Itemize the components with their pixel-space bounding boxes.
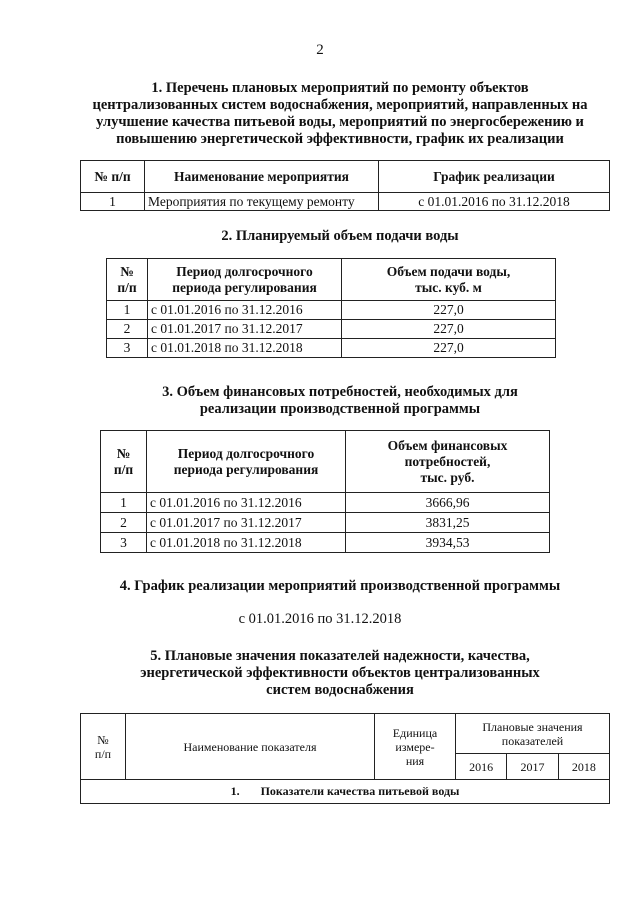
col-header-num: № п/п xyxy=(81,714,126,780)
table-row xyxy=(81,193,610,211)
col-header-volume: Объем подачи воды, тыс. куб. м xyxy=(342,259,556,301)
table-row xyxy=(101,513,550,533)
section3-title xyxy=(60,384,620,418)
section5-title-line: систем водоснабжения xyxy=(266,682,414,698)
section5-title-line: 5. Плановые значения показателей надежности, качества, xyxy=(150,648,530,664)
col-header-unit: Единица измере- ния xyxy=(375,714,456,780)
cell-amount: 3666,96 xyxy=(346,493,550,513)
cell-period: с 01.01.2017 по 31.12.2017 xyxy=(148,320,342,339)
table-row xyxy=(107,320,556,339)
cell-num: 3 xyxy=(101,533,147,553)
col-header-year-2016: 2016 xyxy=(456,754,507,780)
cell-volume: 227,0 xyxy=(342,301,556,320)
col-header-activity: Наименование мероприятия xyxy=(145,161,379,193)
table-header-row xyxy=(107,259,556,301)
cell-activity: Мероприятия по текущему ремонту xyxy=(145,193,379,211)
cell-period: с 01.01.2016 по 31.12.2016 xyxy=(147,493,346,513)
col-header-num: № п/п xyxy=(81,161,145,193)
cell-amount: 3831,25 xyxy=(346,513,550,533)
section4-period: с 01.01.2016 по 31.12.2018 xyxy=(238,611,402,627)
table-row xyxy=(107,339,556,358)
section3-title-line: 3. Объем финансовых потребностей, необходимых для xyxy=(162,384,518,400)
section4-title: 4. График реализации мероприятий производственной программы xyxy=(119,578,561,594)
table-header-row xyxy=(81,714,610,754)
cell-period: с 01.01.2016 по 31.12.2016 xyxy=(148,301,342,320)
col-header-year-2018: 2018 xyxy=(558,754,609,780)
cell-volume: 227,0 xyxy=(342,339,556,358)
col-header-planned: Плановые значения показателей xyxy=(456,714,610,754)
cell-num: 1 xyxy=(107,301,148,320)
col-header-year-2017: 2017 xyxy=(507,754,558,780)
cell-num: 1 xyxy=(81,193,145,211)
section1-title-line: централизованных систем водоснабжения, мероприятий, направленных на xyxy=(92,97,588,113)
section1-title-line: улучшение качества питьевой воды, мероприятий по энергосбережению и xyxy=(96,114,584,130)
col-header-schedule: График реализации xyxy=(379,161,610,193)
table-row xyxy=(101,533,550,553)
cell-num: 2 xyxy=(107,320,148,339)
cell-volume: 227,0 xyxy=(342,320,556,339)
financial-needs-table xyxy=(100,430,550,553)
section5-title-line: энергетической эффективности объектов централизованных xyxy=(140,665,540,681)
indicators-table xyxy=(80,713,610,804)
subsection-number: 1. xyxy=(230,784,240,798)
section1-title xyxy=(60,80,620,148)
table-row xyxy=(81,780,610,804)
cell-schedule: с 01.01.2016 по 31.12.2018 xyxy=(379,193,610,211)
col-header-financial: Объем финансовых потребностей, тыс. руб. xyxy=(346,431,550,493)
col-header-num: № п/п xyxy=(101,431,147,493)
cell-num: 1 xyxy=(101,493,147,513)
water-supply-table xyxy=(106,258,556,358)
cell-period: с 01.01.2017 по 31.12.2017 xyxy=(147,513,346,533)
table-row xyxy=(107,301,556,320)
section3-title-line: реализации производственной программы xyxy=(199,401,481,417)
cell-num: 3 xyxy=(107,339,148,358)
cell-amount: 3934,53 xyxy=(346,533,550,553)
table-header-row xyxy=(81,161,610,193)
cell-period: с 01.01.2018 по 31.12.2018 xyxy=(147,533,346,553)
section1-title-line: 1. Перечень плановых мероприятий по ремонту объектов xyxy=(151,80,529,96)
section2-title: 2. Планируемый объем подачи воды xyxy=(221,228,459,244)
table-header-row xyxy=(101,431,550,493)
cell-period: с 01.01.2018 по 31.12.2018 xyxy=(148,339,342,358)
subsection-row xyxy=(81,780,610,804)
col-header-indicator: Наименование показателя xyxy=(126,714,375,780)
section1-title-line: повышению энергетической эффективности, график их реализации xyxy=(116,131,564,147)
section5-title xyxy=(40,648,640,699)
page-number: 2 xyxy=(316,42,324,58)
table-row xyxy=(101,493,550,513)
col-header-period: Период долгосрочного периода регулирования xyxy=(147,431,346,493)
col-header-num: № п/п xyxy=(107,259,148,301)
cell-num: 2 xyxy=(101,513,147,533)
col-header-period: Период долгосрочного периода регулирования xyxy=(148,259,342,301)
subsection-label: Показатели качества питьевой воды xyxy=(260,784,460,798)
activities-table xyxy=(80,160,610,211)
